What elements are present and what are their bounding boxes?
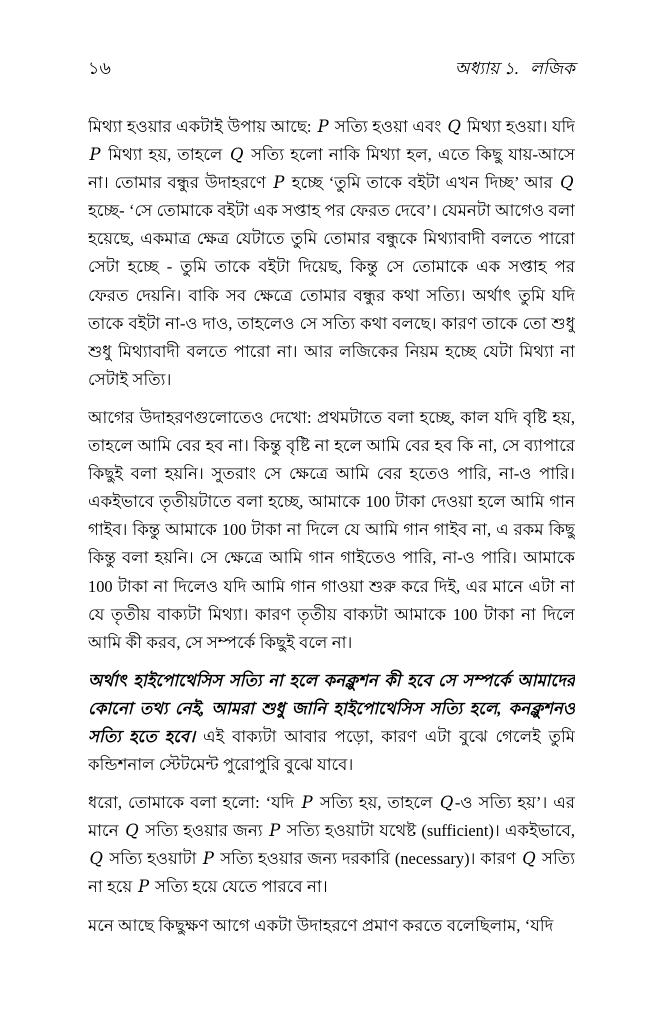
running-head [88, 56, 575, 82]
text-run: সত্যি হওয়া এবং [330, 117, 446, 136]
text-run: হচ্ছে- ‘সে তোমাকে বইটা এক সপ্তাহ পর ফেরত দেবে’। যেমনটা আগেও বলা হয়েছে, একমাত্র ক্ষেত্র যেটাতে তুমি তোমার বন্ধুকে মিথ্যাবাদী বলতে পারো সেটা হচ্ছে - তুমি তাকে বইটা দিয়েছ, কিন্তু সে তোমাকে এক সপ্তাহ পর ফেরত দেয়নি। বাকি সব ক্ষেত্রে তোমার বন্ধুর কথা সত্যি। অর্থাৎ তুমি যদি তাকে বইটা না-ও দাও, তাহলেও সে সত্যি কথা বলছে। কারণ তাকে তো শুধু শুধু মিথ্যাবাদী বলতে পারো না। আর লজিকের নিয়ম হচ্ছে যেটা মিথ্যা না সেটাই সত্যি। [88, 201, 575, 389]
paragraph [88, 789, 575, 901]
text-run: সত্যি হওয়ার জন্য দরকারি [215, 849, 395, 869]
text-run: টাকা না দিলে যে আমি গান গাইব না, এ রকম কিছু কিন্তু বলা হয়নি। সে ক্ষেত্রে আমি গান গাইতেও পারি, না-ও পারি। আমাকে [88, 520, 575, 568]
text-run: মিথ্যা হওয়া। যদি [462, 117, 575, 136]
text-run: সত্যি হওয়াটা [104, 849, 202, 869]
text-run: সত্যি হওয়ার জন্য [140, 821, 268, 841]
math-variable: P [138, 877, 150, 897]
math-variable: P [202, 849, 214, 869]
text-run: টাকা দেওয়া হলে আমি গান গাইব। কিন্তু আমাকে [88, 492, 575, 540]
math-variable: P [269, 821, 281, 841]
body-text-block [88, 113, 575, 1018]
text-run: সত্যি হওয়াটা যথেষ্ট [281, 821, 422, 841]
text-run: মিথ্যা হওয়ার একটাই উপায় আছে: [88, 117, 317, 136]
text-run: মিথ্যা হয়, তাহলে [102, 145, 229, 165]
text-run: টাকা না দিলে আমি কী করব, সে সম্পর্কে কিছুই বলে না। [88, 604, 575, 652]
latin-run: (necessary) [394, 849, 470, 869]
math-variable: P [317, 117, 329, 136]
math-variable: Q [125, 821, 139, 841]
math-variable: Q [439, 793, 454, 813]
chapter-title: লজিক [530, 59, 575, 78]
math-variable: Q [522, 849, 536, 869]
text-run: ধরো, তোমাকে বলা হলো: ‘যদি [88, 793, 301, 813]
math-variable: P [89, 145, 101, 165]
paragraph [88, 667, 575, 779]
latin-run: 100 [221, 520, 247, 540]
page-number: ১৬ [88, 58, 112, 78]
text-run: -ও সত্যি হয়’। এর মানে [88, 793, 575, 841]
text-run: সত্যি না হয়ে [88, 849, 575, 897]
paragraph [88, 404, 575, 657]
math-variable: Q [89, 849, 103, 869]
text-run: এই বাক্যটা আবার পড়ো, কারণ এটা বুঝে গেলেই তুমি কন্ডিশনাল স্টেটমেন্ট পুরোপুরি বুঝে যাবে। [88, 726, 575, 775]
text-run: সত্যি হয়ে যেতে পারবে না। [150, 877, 328, 897]
paragraph [88, 912, 575, 940]
paragraph [88, 113, 575, 394]
latin-run: 100 [88, 576, 113, 596]
latin-run: 100 [365, 492, 391, 512]
text-run: । কারণ [469, 849, 521, 869]
latin-run: (sufficient) [421, 821, 494, 841]
math-variable: Q [447, 117, 461, 136]
latin-run: 100 [452, 604, 478, 624]
text-run: মনে আছে কিছুক্ষণ আগে একটা উদাহরণে প্রমাণ করতে বলেছিলাম, ‘যদি [88, 915, 554, 935]
text-run: টাকা না দিলেও যদি আমি গান গাওয়া শুরু করে দিই, এর মানে এটা না যে তৃতীয় বাক্যটা মিথ্যা। কারণ তৃতীয় বাক্যটা আমাকে [88, 576, 575, 624]
text-run: । একইভাবে, [493, 821, 575, 841]
math-variable: Q [560, 173, 574, 193]
text-run: সত্যি হলো নাকি মিথ্যা হল, এতে কিছু যায়-আসে না। তোমার বন্ধুর উদাহরণে [88, 145, 575, 193]
math-variable: Q [230, 145, 244, 165]
text-run: হচ্ছে ‘তুমি তাকে বইটা এখন দিচ্ছ’ আর [285, 173, 559, 193]
emphasis-run: অর্থাৎ হাইপোথেসিস সত্যি না হলে কনক্লুশন কী হবে সে সম্পর্কে আমাদের কোনো তথ্য নেই, আমরা শুধু জানি হাইপোথেসিস সত্যি হলে, কনক্লুশনও সত্যি হতে হবে। [88, 670, 575, 746]
chapter-label: অধ্যায় ১. [454, 59, 520, 78]
math-variable: P [273, 173, 285, 193]
math-variable: P [301, 793, 313, 813]
text-run: আগের উদাহরণগুলোতেও দেখো: প্রথমটাতে বলা হচ্ছে, কাল যদি বৃষ্টি হয়, তাহলে আমি বের হব না। কিন্তু বৃষ্টি না হলে আমি বের হব কি না, সে ব্যাপারে কিছুই বলা হয়নি। সুতরাং সে ক্ষেত্রে আমি বের হতেও পারি, না-ও পারি। একইভাবে তৃতীয়টাতে বলা হচ্ছে, আমাকে [88, 407, 575, 512]
text-run: সত্যি হয়, তাহলে [314, 793, 439, 813]
chapter-heading [455, 56, 575, 84]
